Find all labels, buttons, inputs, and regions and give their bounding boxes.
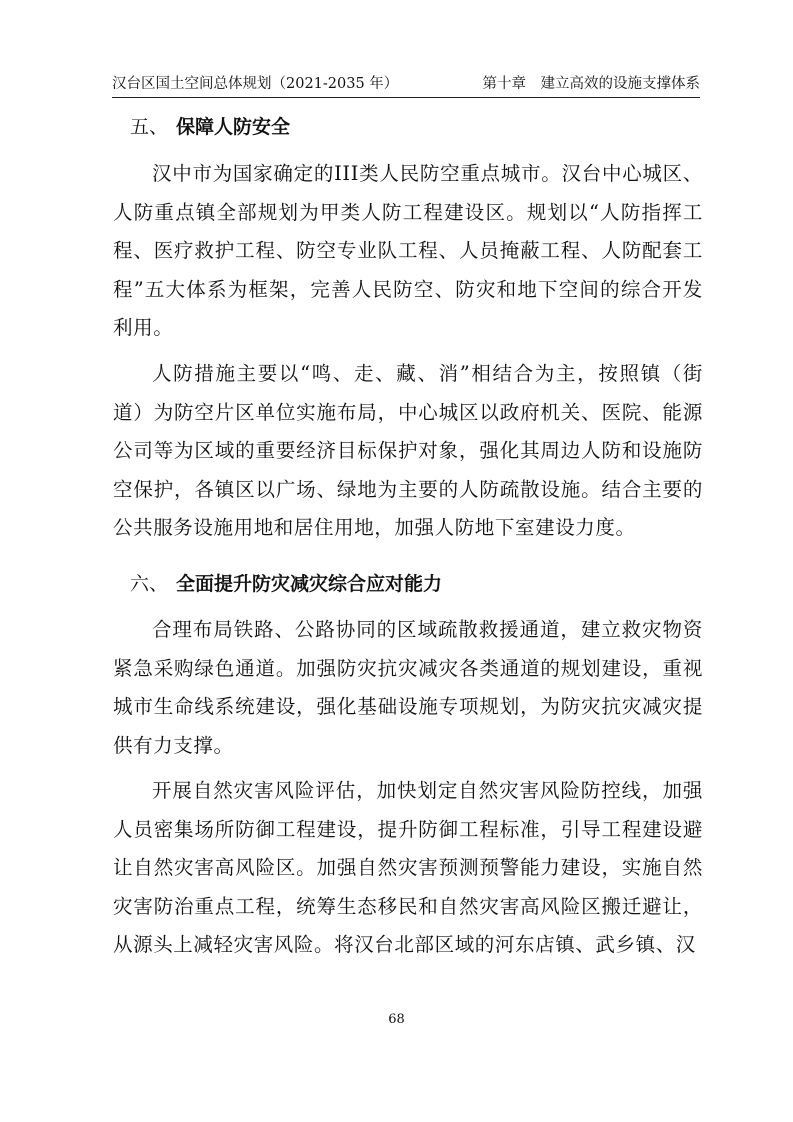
paragraph: 合理布局铁路、公路协同的区域疏散救援通道，建立救灾物资紧急采购绿色通道。加强防灾抗灾减灾各类通道的规划建设，重视城市生命线系统建设，强化基础设施专项规划，为防灾抗灾减灾提供有力支撑。 [113,618,703,757]
page-number: 68 [388,1012,405,1027]
section-number: 六、 [130,573,169,595]
section-title: 保障人防安全 [176,116,291,138]
section-title: 全面提升防灾减灾综合应对能力 [176,573,443,595]
paragraph: 人防措施主要以“鸣、走、藏、消”相结合为主，按照镇（街道）为防空片区单位实施布局，中心城区以政府机关、医院、能源公司等为区域的重要经济目标保护对象，强化其周边人防和设施防空保护，各镇区以广场、绿地为主要的人防疏散设施。结合主要的公共服务设施用地和居住用地，加强人防地下室建设力度。 [113,362,703,540]
header-document-title: 汉台区国土空间总体规划（2021-2035 年） [112,76,399,92]
section-number: 五、 [130,116,169,138]
header-chapter-title: 第十章 建立高效的设施支撑体系 [482,76,700,92]
running-header [112,74,700,96]
header-divider [112,97,700,98]
paragraph: 汉中市为国家确定的III类人民防空重点城市。汉台中心城区、人防重点镇全部规划为甲类人防工程建设区。规划以“人防指挥工程、医疗救护工程、防空专业队工程、人员掩蔽工程、人防配套工程”五大体系为框架，完善人民防空、防灾和地下空间的综合开发利用。 [113,162,703,340]
section-heading-5 [130,114,290,140]
section-heading-6 [130,571,442,597]
paragraph: 开展自然灾害风险评估，加快划定自然灾害风险防控线，加强人员密集场所防御工程建设，提升防御工程标准，引导工程建设避让自然灾害高风险区。加强自然灾害预测预警能力建设，实施自然灾害防治重点工程，统筹生态移民和自然灾害高风险区搬迁避让，从源头上减轻灾害风险。将汉台北部区域的河东店镇、武乡镇、汉 [113,779,703,957]
